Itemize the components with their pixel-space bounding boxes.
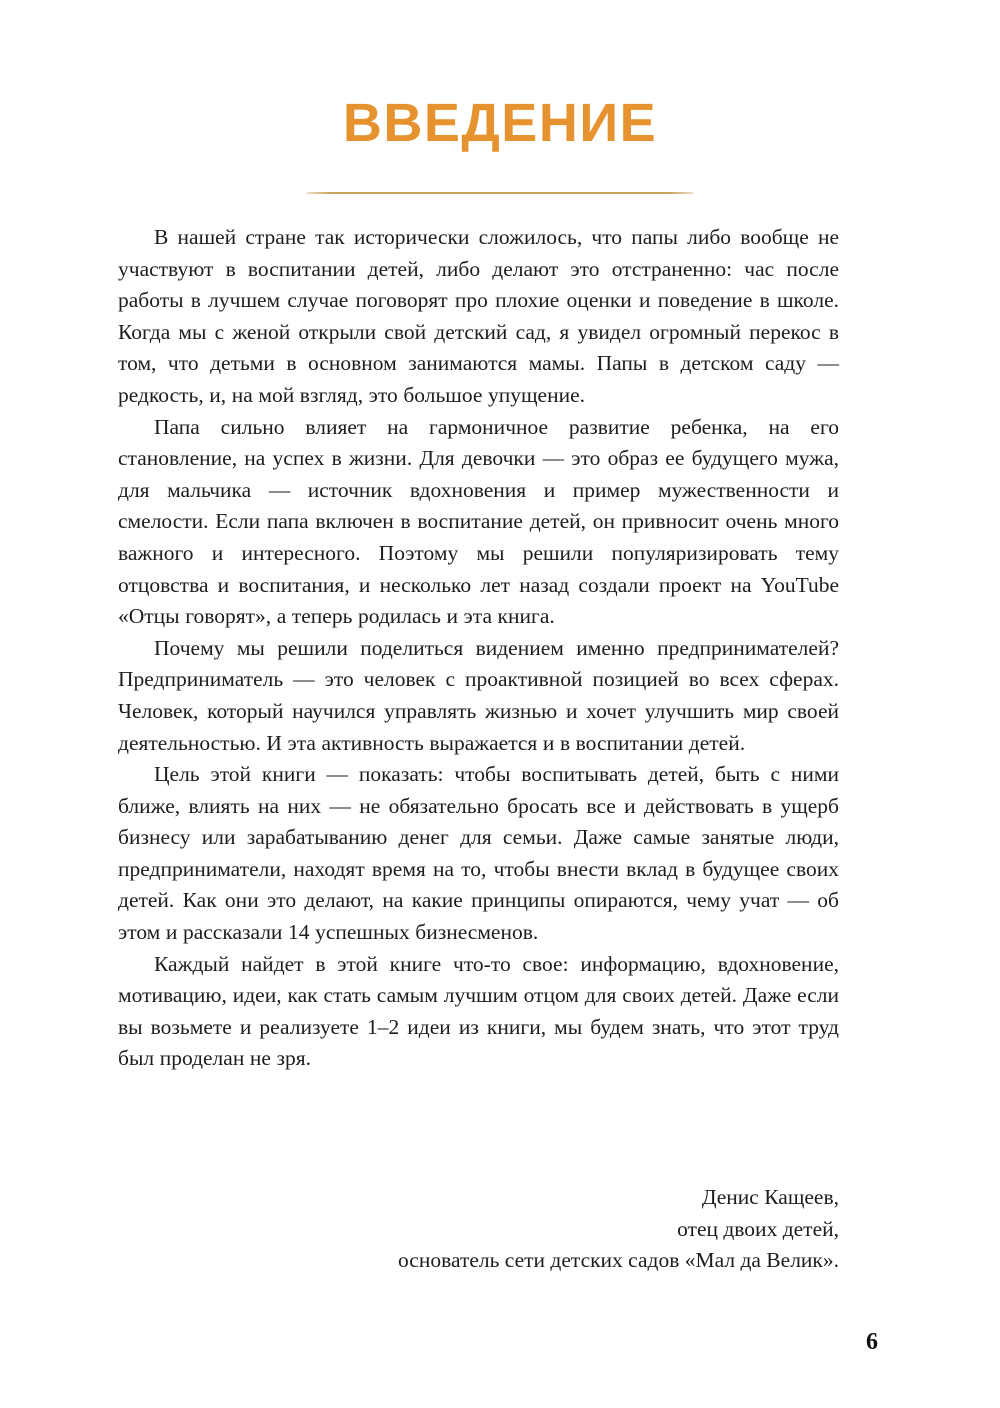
- signature-author-role: отец двоих детей,: [677, 1216, 839, 1241]
- heading-block: [0, 0, 1000, 194]
- signature-author-name: Денис Кащеев,: [701, 1185, 839, 1209]
- body-paragraph: Каждый найдет в этой книге что-то свое: информацию, вдохновение, мотивацию, идеи, как стать самым лучшим отцом для своих детей. Даже если вы возьмете и реализуете 1–2 идеи из книги, мы будем знать, что этот труд был проделан не зря.: [118, 951, 839, 1071]
- page-title: ВВЕДЕНИЕ: [342, 93, 658, 153]
- heading-divider-rule: [307, 192, 693, 194]
- page-number: 6: [866, 1329, 878, 1355]
- body-paragraph: В нашей стране так исторически сложилось, что папы либо вообще не участвуют в воспитании детей, либо делают это отстраненно: час после работы в лучшем случае поговорят про плохие оценки и поведение в школе. Когда мы с женой открыли свой детский сад, я увидел огромный перекос в том, что детьми в основном занимаются мамы. Папы в детском саду — редкость, и, на мой взгляд, это большое упущение.: [118, 225, 839, 407]
- body-paragraph: Почему мы решили поделиться видением именно предпринимателей? Предприниматель — это человек с проактивной позицией во всех сферах. Человек, который научился управлять жизнью и хочет улучшить мир своей деятельностью. И эта активность выражается и в воспитании детей.: [118, 635, 839, 755]
- body-paragraph: Цель этой книги — показать: чтобы воспитывать детей, быть с ними ближе, влиять на них — не обязательно бросать все и действовать в ущерб бизнесу или зарабатыванию денег для семьи. Даже самые занятые люди, предприниматели, находят время на то, чтобы внести вклад в будущее своих детей. Как они это делают, на какие принципы опираются, чему учат — об этом и рассказали 14 успешных бизнесменов.: [118, 762, 839, 945]
- signature-block: [118, 1182, 839, 1277]
- body-text-column: [118, 222, 839, 1075]
- body-paragraph: Папа сильно влияет на гармоничное развитие ребенка, на его становление, на успех в жизни. Для девочки — это образ ее будущего мужа, для мальчика — источник вдохновения и пример мужественности и смелости. Если папа включен в воспитание детей, он привносит очень много важного и интересного. Поэтому мы решили популяризировать тему отцовства и воспитания, и несколько лет назад создали проект на YouTube «Отцы говорят», а теперь родилась и эта книга.: [118, 414, 839, 629]
- signature-author-title: основатель сети детских садов «Мал да Велик».: [398, 1248, 839, 1273]
